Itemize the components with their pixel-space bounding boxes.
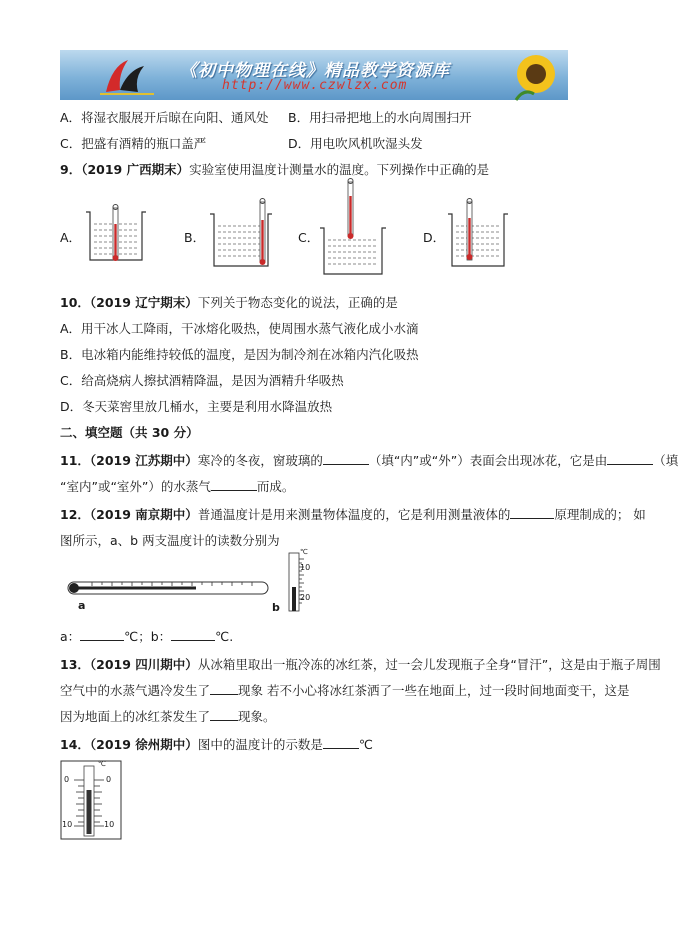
q9-label-c: C． xyxy=(298,230,320,245)
q13-line1 xyxy=(60,655,661,673)
thermometer-b-tick: 20 xyxy=(300,593,311,602)
answer-blank[interactable] xyxy=(510,506,554,519)
q12-line1 xyxy=(60,505,646,523)
q12-text-2: 原理制成的； 如 xyxy=(554,507,646,522)
thermometer-a-label: a xyxy=(78,599,86,612)
thermometer-b-label: b xyxy=(272,601,280,614)
answer-a-prefix: a： xyxy=(60,629,81,644)
answer-blank[interactable] xyxy=(211,478,257,491)
answer-blank[interactable] xyxy=(210,682,238,695)
q13-source: （2019 四川期中） xyxy=(89,657,198,672)
answer-b-unit: ℃. xyxy=(215,629,234,644)
q8-option-d: D．用电吹风机吹湿头发 xyxy=(288,136,423,151)
q14-text-1: 图中的温度计的示数是 xyxy=(197,737,323,752)
q10-stem xyxy=(60,293,398,311)
q10-option-d: D．冬天菜窖里放几桶水，主要是利用水降温放热 xyxy=(60,399,333,414)
q9-diagram-d xyxy=(442,196,512,270)
q9-number: 9． xyxy=(60,162,82,177)
q10-text: 下列关于物态变化的说法，正确的是 xyxy=(197,295,398,310)
q11-line1 xyxy=(60,451,678,469)
logo-icon xyxy=(98,56,158,96)
q13-line2 xyxy=(60,681,630,699)
answer-blank[interactable] xyxy=(210,708,238,721)
answer-blank[interactable] xyxy=(323,736,359,749)
section-title: 二、填空题（共 30 分） xyxy=(60,425,199,440)
header-banner xyxy=(60,50,568,100)
thermometer-b-figure xyxy=(282,551,312,615)
q10-number: 10． xyxy=(60,295,90,310)
q8-option-b: B．用扫帚把地上的水向周围扫开 xyxy=(288,110,472,125)
q11-text-2: （填“内”或“外”）表面会出现冰花，它是由 xyxy=(368,453,608,468)
q9-label-b: B． xyxy=(184,230,206,245)
thermometer-tick-left: 0 xyxy=(64,775,70,784)
q11-text-3: （填 xyxy=(653,453,678,468)
thermometer-tick-right: 0 xyxy=(106,775,112,784)
q12-source: （2019 南京期中） xyxy=(89,507,198,522)
q12-answer-line xyxy=(60,627,233,645)
q9-label-d: D． xyxy=(423,230,446,245)
answer-b-prefix: b： xyxy=(150,629,172,644)
q9-text: 实验室使用温度计测量水的温度。下列操作中正确的是 xyxy=(189,162,490,177)
q14-text-2: ℃ xyxy=(358,737,373,752)
q13-line3 xyxy=(60,707,276,725)
thermometer-unit: ℃ xyxy=(98,760,106,768)
banner-title: 《初中物理在线》精品教学资源库 xyxy=(180,61,450,81)
q13-text-3: 现象 若不小心将冰红茶洒了一些在地面上，过一段时间地面变干，这是 xyxy=(238,683,630,698)
q12-number: 12． xyxy=(60,507,90,522)
answer-a-unit: ℃； xyxy=(124,629,151,644)
q9-source: （2019 广西期末） xyxy=(81,162,190,177)
thermometer-b-unit: ℃ xyxy=(300,548,308,556)
q13-text-1: 从冰箱里取出一瓶冷冻的冰红茶，过一会儿发现瓶子全身“冒汗”，这是由于瓶子周围 xyxy=(197,657,661,672)
q14-stem xyxy=(60,735,373,753)
q14-source: （2019 徐州期中） xyxy=(89,737,198,752)
q9-label-a: A． xyxy=(60,230,82,245)
sunflower-icon xyxy=(506,50,564,100)
q13-text-5: 现象。 xyxy=(238,709,276,724)
q13-text-2: 空气中的水蒸气遇冷发生了 xyxy=(60,683,211,698)
q11-source: （2019 江苏期中） xyxy=(89,453,198,468)
q10-option-a: A．用干冰人工降雨，干冰熔化吸热，使周围水蒸气液化成小水滴 xyxy=(60,321,419,336)
thermometer-tick-left: 10 xyxy=(62,820,73,829)
q14-number: 14． xyxy=(60,737,90,752)
q9-stem xyxy=(60,160,489,178)
q11-text-4: “室内”或“室外”）的水蒸气 xyxy=(60,479,211,494)
answer-blank[interactable] xyxy=(171,628,215,641)
thermometer-tick-right: 10 xyxy=(104,820,115,829)
q12-line2: 图所示，a、b 两支温度计的读数分别为 xyxy=(60,533,280,548)
q12-text-1: 普通温度计是用来测量物体温度的，它是利用测量液体的 xyxy=(197,507,511,522)
q11-number: 11． xyxy=(60,453,90,468)
q11-line2 xyxy=(60,477,294,495)
thermometer-b-tick: 10 xyxy=(300,563,311,572)
q13-number: 13． xyxy=(60,657,90,672)
q9-diagram-a xyxy=(80,198,150,268)
q11-text-1: 寒冷的冬夜，窗玻璃的 xyxy=(197,453,323,468)
q9-diagram-c xyxy=(316,176,392,278)
q8-option-c: C．把盛有酒精的瓶口盖严 xyxy=(60,136,207,151)
q8-option-a: A．将湿衣服展开后晾在向阳、通风处 xyxy=(60,110,269,125)
banner-url[interactable]: http://www.czwlzx.com xyxy=(222,78,408,93)
q10-source: （2019 辽宁期末） xyxy=(89,295,198,310)
answer-blank[interactable] xyxy=(80,628,124,641)
answer-blank[interactable] xyxy=(323,452,369,465)
answer-blank[interactable] xyxy=(607,452,653,465)
q10-option-c: C．给高烧病人擦拭酒精降温，是因为酒精升华吸热 xyxy=(60,373,344,388)
q13-text-4: 因为地面上的冰红茶发生了 xyxy=(60,709,211,724)
q10-option-b: B．电冰箱内能维持较低的温度，是因为制冷剂在冰箱内汽化吸热 xyxy=(60,347,419,362)
q9-diagram-b xyxy=(204,196,276,270)
q11-text-5: 而成。 xyxy=(256,479,295,494)
